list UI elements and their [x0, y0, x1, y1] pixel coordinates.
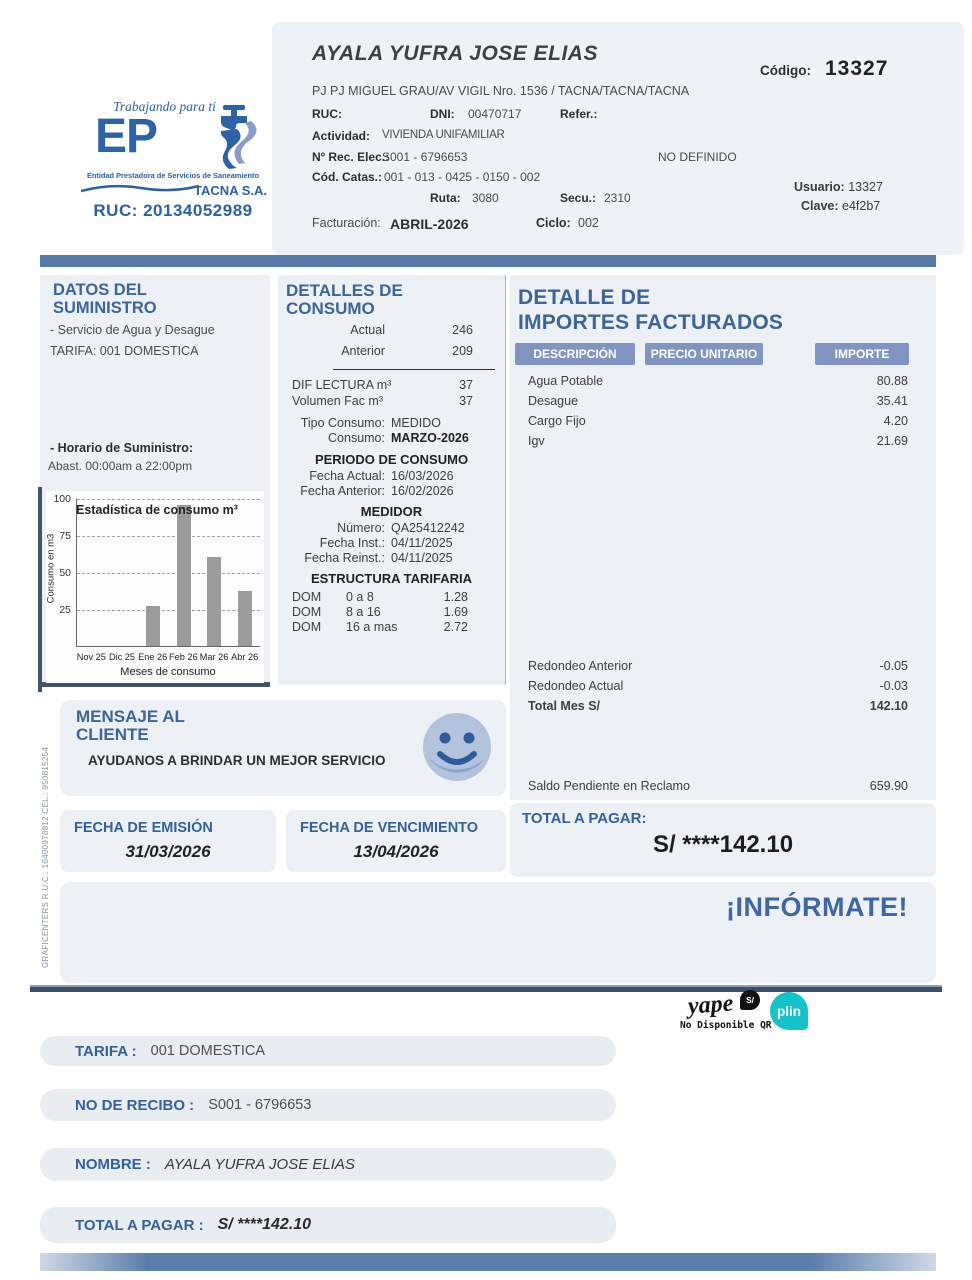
mensaje-title: [76, 708, 185, 744]
plin-wordmark: plin: [777, 1003, 801, 1019]
xcat-feb26: Feb 26: [169, 652, 198, 662]
eps-tacna-logo: [75, 93, 271, 223]
ruta-label: Ruta:: [430, 191, 461, 205]
tarifa-text: TARIFA: 001 DOMESTICA: [50, 344, 199, 358]
volumen-fac-label: Volumen Fac m³: [292, 394, 384, 408]
total-pagar-label: TOTAL A PAGAR:: [522, 810, 647, 827]
rec-elec-value: S001 - 6796653: [382, 150, 468, 164]
mensaje-title-line1: MENSAJE AL: [76, 707, 185, 726]
clave-value: e4f2b7: [842, 199, 881, 213]
mensaje-title-line2: CLIENTE: [76, 725, 149, 744]
col-header-importe: IMPORTE: [815, 343, 909, 365]
rec-elec-label: Nº Rec. Elec.:: [312, 150, 390, 164]
fecha-emision-value: 31/03/2026: [125, 842, 211, 861]
fecha-vencimiento-card: [286, 810, 506, 872]
header-divider-bar: [40, 255, 936, 267]
reading-separator-line: [333, 369, 495, 370]
ruta-value: 3080: [472, 191, 499, 205]
resumen-tarifa-row: [40, 1036, 616, 1066]
xcat-mar26: Mar 26: [199, 652, 229, 662]
panel-left-rule: [38, 487, 42, 692]
consumo-title-line2: CONSUMO: [286, 299, 375, 318]
mensaje-cliente-card: [60, 700, 506, 796]
ytick-25: 25: [59, 604, 71, 616]
cod-catas-label: Cód. Catas.:: [312, 170, 383, 184]
chart-plot-area: [53, 493, 260, 647]
usuario-value: 13327: [848, 180, 883, 194]
facturacion-value: ABRIL-2026: [390, 216, 469, 232]
consumption-bar-chart: [46, 491, 264, 683]
tipo-consumo-value: MEDIDO: [391, 416, 441, 430]
actividad-label: Actividad:: [312, 129, 371, 143]
fecha-anterior-label: Fecha Anterior:: [300, 484, 385, 498]
customer-header-card: [272, 22, 964, 255]
detalles-consumo-panel: DETALLES DE CONSUMO Actual 246 Anterior 209 DIF LECTURA m³ 37 Volumen Fac m³ 37 Tipo Consumo: MEDIDO Consumo: MARZO-2026 PERIODO DE CONSUMO Fecha Actual: 16/03/2026 Fecha Anterior: 16/02/2026 MEDIDOR Número: QA25412242 Fecha Inst.: 04/11/2025 Fecha Reinst.: 04/11/2025 ESTRUCTURA TARIFARIA DOM 0 a 8 1.28 DOM 8 a 16 1.69 DOM 16 a mas 2.72: [278, 275, 506, 685]
fecha-emision-card: [60, 810, 276, 872]
xcat-ene26: Ene 26: [138, 652, 168, 662]
logo-company-name: TACNA S.A.: [194, 183, 267, 198]
company-ruc: RUC: 20134052989: [93, 201, 253, 220]
bar-mar26: [207, 557, 221, 646]
resumen-tarifa-value: 001 DOMESTICA: [150, 1043, 266, 1059]
chart-title: Estadística de consumo m³: [76, 503, 238, 517]
col-header-descripcion: DESCRIPCIÓN: [515, 343, 635, 365]
dif-lectura-label: DIF LECTURA m³: [292, 378, 392, 392]
yape-logo: [688, 990, 758, 1024]
fecha-reinst-label: Fecha Reinst.:: [304, 551, 385, 565]
fecha-actual-value: 16/03/2026: [391, 469, 454, 483]
dni-value: 00470717: [468, 107, 522, 121]
clave-line: [801, 199, 880, 213]
suministro-title-line1: DATOS DEL: [53, 281, 147, 299]
importes-title-line1: DETALLE DE: [518, 286, 651, 309]
printer-info-vertical-text: GRAFICENTERS R.U.C.: 10400978812 CEL.: 950815254: [41, 746, 50, 968]
chart-x-categories: [76, 652, 260, 662]
mensaje-body: AYUDANOS A BRINDAR UN MEJOR SERVICIO: [88, 753, 386, 768]
xcat-abr26: Abr 26: [231, 652, 259, 662]
logo-brand-text: EP: [95, 110, 158, 163]
fecha-emision-label: FECHA DE EMISIÓN: [74, 820, 213, 836]
volumen-fac-value: 37: [459, 394, 473, 408]
actual-label: Actual: [350, 323, 385, 337]
resumen-total-value: S/ ****142.10: [217, 1216, 312, 1233]
resumen-recibo-label: NO DE RECIBO :: [75, 1096, 195, 1114]
periodo-consumo-title: PERIODO DE CONSUMO: [314, 452, 469, 467]
usuario-line: [794, 180, 883, 194]
yape-soles-bubble-icon: S/: [740, 990, 760, 1010]
resumen-tarifa-label: TARIFA :: [75, 1042, 137, 1060]
fecha-anterior-value: 16/02/2026: [391, 484, 454, 498]
yape-wordmark: yape: [687, 990, 735, 1020]
medidor-numero-value: QA25412242: [391, 521, 465, 535]
logo-wave-swoosh: [81, 181, 201, 199]
secu-label: Secu.:: [560, 191, 597, 205]
horario-label: - Horario de Suministro:: [50, 441, 194, 455]
importes-facturados-panel: DETALLE DE IMPORTES FACTURADOS DESCRIPCIÓN PRECIO UNITARIO IMPORTE Agua Potable 80.88 Desague 35.41 Cargo Fijo 4.20 Igv 21.69 Redondeo Anterior -0.05 Redondeo Actual -0.03 Total Mes S/ 142.10 Saldo Pendiente en Reclamo 659.90: [510, 275, 936, 800]
informate-card: [60, 882, 936, 983]
medidor-numero-label: Número:: [337, 521, 385, 535]
resumen-nombre-row: [40, 1148, 616, 1181]
resumen-nombre-value: AYALA YUFRA JOSE ELIAS: [164, 1156, 355, 1173]
codigo-value: 13327: [825, 57, 889, 80]
water-faucet-icon: [193, 103, 269, 174]
ruc-label: RUC:: [312, 107, 342, 121]
bar-abr26: [238, 591, 252, 646]
anterior-label: Anterior: [341, 344, 385, 358]
logo-tagline: Trabajando para ti: [113, 99, 216, 114]
actividad-value: VIVIENDA UNIFAMILIAR: [382, 129, 505, 141]
ytick-100: 100: [53, 493, 71, 505]
plin-logo: [770, 992, 808, 1030]
informate-text: ¡INFÓRMATE!: [726, 892, 908, 922]
medidor-title: MEDIDOR: [360, 504, 423, 519]
mes-consumo-label: Consumo:: [328, 431, 385, 445]
logo-subtitle: Entidad Prestadora de Servicios de Saneamiento: [86, 171, 260, 180]
suministro-title: [53, 282, 157, 317]
cod-catas-value: 001 - 013 - 0425 - 0150 - 002: [384, 170, 541, 184]
fecha-actual-label: Fecha Actual:: [309, 469, 385, 483]
clave-label: Clave:: [801, 199, 839, 213]
ciclo-value: 002: [578, 216, 599, 230]
resumen-total-label: TOTAL A PAGAR :: [75, 1216, 204, 1234]
mes-consumo-value: MARZO-2026: [391, 431, 469, 445]
fecha-vencimiento-label: FECHA DE VENCIMIENTO: [300, 820, 479, 836]
datos-suministro-panel: [40, 275, 270, 687]
xcat-dic25: Dic 25: [108, 652, 136, 662]
total-pagar-card: [510, 803, 936, 877]
xcat-nov25: Nov 25: [76, 652, 106, 662]
ytick-50: 50: [59, 567, 71, 579]
chart-bars: [77, 499, 260, 646]
resumen-total-row: [40, 1207, 616, 1243]
servicio-text: - Servicio de Agua y Desague: [50, 323, 215, 337]
smiley-face-icon: [420, 710, 494, 789]
dni-label: DNI:: [430, 107, 455, 121]
bar-ene26: [146, 606, 160, 646]
fecha-vencimiento-value: 13/04/2026: [353, 842, 439, 861]
usuario-label: Usuario:: [794, 180, 845, 194]
page-footer-bar: [40, 1253, 936, 1271]
fecha-inst-label: Fecha Inst.:: [319, 536, 385, 550]
facturacion-label: Facturación:: [312, 216, 381, 230]
resumen-recibo-value: S001 - 6796653: [208, 1097, 312, 1113]
no-definido-text: NO DEFINIDO: [658, 150, 737, 164]
anterior-value: 209: [452, 344, 473, 358]
importes-title-line2: IMPORTES FACTURADOS: [518, 311, 784, 334]
fecha-reinst-value: 04/11/2025: [391, 551, 453, 565]
secu-value: 2310: [604, 191, 631, 205]
consumo-title-line1: DETALLES DE: [286, 281, 403, 300]
dif-lectura-value: 37: [459, 378, 473, 392]
col-header-precio-unitario: PRECIO UNITARIO: [645, 343, 763, 365]
customer-name: AYALA YUFRA JOSE ELIAS: [312, 42, 598, 65]
chart-x-axis-label: Meses de consumo: [120, 666, 216, 678]
importes-title: [518, 285, 783, 335]
tipo-consumo-label: Tipo Consumo:: [300, 416, 385, 430]
ciclo-label: Ciclo:: [536, 216, 571, 230]
codigo-label: Código:: [760, 63, 811, 78]
chart-y-axis-label: Consumo en m3: [45, 533, 57, 604]
fecha-inst-value: 04/11/2025: [391, 536, 453, 550]
ytick-75: 75: [59, 530, 71, 542]
suministro-title-line2: SUMINISTRO: [53, 298, 157, 317]
actual-value: 246: [452, 323, 473, 337]
bar-feb26: [177, 505, 191, 646]
refer-label: Refer.:: [560, 107, 598, 121]
bottom-section-divider: [30, 985, 942, 992]
resumen-nombre-label: NOMBRE :: [75, 1156, 151, 1173]
qr-unavailable-note: No Disponible QR: [680, 1020, 772, 1031]
customer-address: PJ PJ MIGUEL GRAU/AV VIGIL Nro. 1536 / TACNA/TACNA/TACNA: [312, 84, 690, 98]
horario-value: Abast. 00:00am a 22:00pm: [48, 459, 193, 473]
resumen-recibo-row: [40, 1089, 616, 1121]
consumo-title: [286, 282, 403, 318]
total-pagar-value: S/ ****142.10: [652, 831, 794, 858]
estructura-tarifaria-title: ESTRUCTURA TARIFARIA: [310, 571, 473, 586]
